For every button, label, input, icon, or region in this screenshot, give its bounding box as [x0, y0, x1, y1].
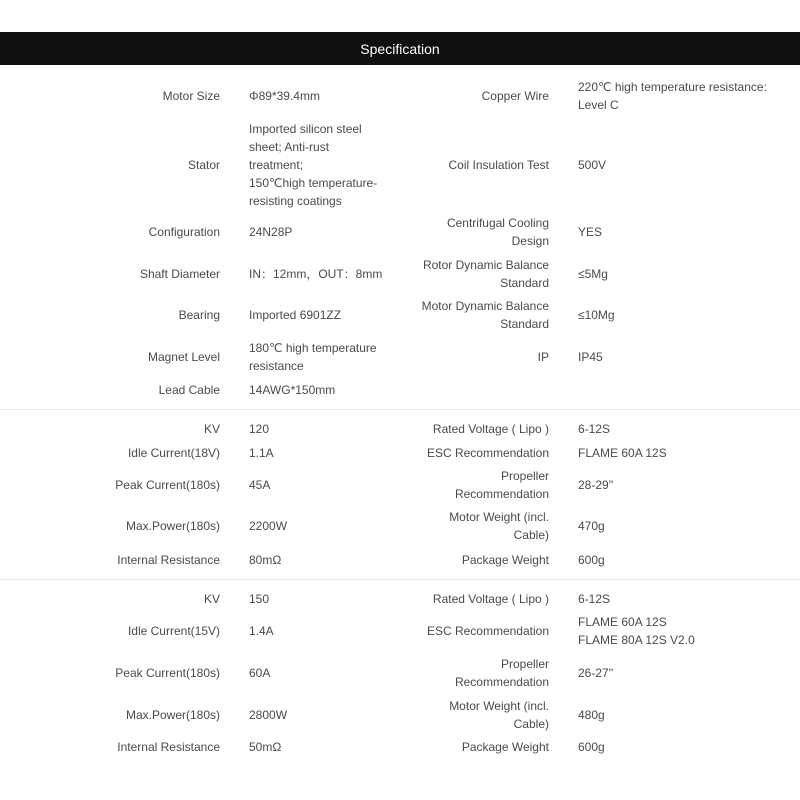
spec-row	[0, 119, 800, 210]
spec-row	[0, 78, 800, 114]
spec-row	[0, 214, 800, 250]
spec-label: Package Weight	[461, 553, 549, 567]
spec-value: 480g	[578, 708, 605, 722]
spec-value: 45A	[249, 478, 271, 492]
spec-value: 26-27''	[578, 666, 614, 680]
spec-row	[0, 737, 800, 757]
spec-label: Rated Voltage ( Lipo )	[432, 422, 549, 436]
spec-value: 470g	[578, 519, 605, 533]
spec-value: 6-12S	[578, 422, 611, 436]
section-divider	[0, 409, 800, 410]
spec-row	[0, 550, 800, 570]
spec-row	[0, 339, 800, 375]
spec-label: Max.Power(180s)	[125, 519, 220, 533]
spec-label: ESC Recommendation	[426, 446, 549, 460]
spec-value	[578, 380, 788, 400]
spec-label: Internal Resistance	[117, 740, 220, 754]
spec-label: Motor Dynamic Balance Standard	[421, 299, 549, 331]
page-title-bar	[0, 32, 800, 65]
spec-value: 600g	[578, 740, 605, 754]
spec-row	[0, 380, 800, 400]
spec-label: Coil Insulation Test	[448, 157, 549, 172]
spec-label: Idle Current(18V)	[127, 446, 220, 460]
spec-value: 50mΩ	[249, 740, 282, 754]
section-divider	[0, 579, 800, 580]
spec-label: Rated Voltage ( Lipo )	[432, 592, 549, 606]
spec-row	[0, 697, 800, 733]
spec-value: YES	[578, 225, 603, 239]
spec-label: Motor Weight (incl. Cable)	[449, 699, 549, 731]
spec-value: 120	[249, 422, 270, 436]
spec-value: 24N28P	[249, 225, 293, 239]
spec-row	[0, 613, 800, 649]
spec-value: 150	[249, 592, 270, 606]
spec-value: ≤10Mg	[578, 308, 615, 322]
spec-label: Shaft Diameter	[139, 267, 220, 281]
spec-row	[0, 256, 800, 292]
spec-label: Internal Resistance	[117, 553, 220, 567]
spec-row	[0, 419, 800, 439]
spec-value: Imported 6901ZZ	[249, 308, 342, 322]
spec-row	[0, 655, 800, 691]
spec-value: 14AWG*150mm	[249, 383, 336, 397]
spec-value: IN：12mm，OUT：8mm	[249, 267, 383, 281]
spec-label: KV	[203, 592, 220, 606]
spec-label: Configuration	[148, 225, 220, 239]
spec-label: Peak Current(180s)	[115, 478, 220, 492]
spec-value: FLAME 60A 12S FLAME 80A 12S V2.0	[578, 615, 695, 647]
spec-value: Imported silicon steel sheet; Anti-rust treatment; 150℃high temperature- resisting coatings	[249, 121, 378, 208]
spec-value: 60A	[249, 666, 271, 680]
spec-label: ESC Recommendation	[426, 624, 549, 638]
spec-value: Φ89*39.4mm	[249, 89, 320, 103]
spec-row	[0, 508, 800, 544]
spec-value: IP45	[578, 350, 603, 364]
spec-label: Magnet Level	[147, 350, 220, 364]
spec-value: 1.1A	[249, 446, 274, 460]
spec-value: 2800W	[249, 708, 288, 722]
spec-label	[400, 380, 549, 400]
spec-value: 220℃ high temperature resistance: Level C	[578, 80, 767, 112]
spec-row	[0, 589, 800, 609]
spec-label: Centrifugal Cooling Design	[446, 216, 549, 248]
spec-value: 80mΩ	[249, 553, 282, 567]
spec-label: Max.Power(180s)	[125, 708, 220, 722]
spec-value: 1.4A	[249, 624, 274, 638]
spec-label: Lead Cable	[158, 383, 220, 397]
spec-label: Peak Current(180s)	[115, 666, 220, 680]
spec-label: Idle Current(15V)	[127, 624, 220, 638]
spec-label: Package Weight	[461, 740, 549, 754]
spec-value: ≤5Mg	[578, 267, 608, 281]
spec-row	[0, 467, 800, 503]
spec-label: Propeller Recommendation	[454, 657, 549, 689]
spec-row	[0, 297, 800, 333]
spec-label: Copper Wire	[481, 89, 549, 103]
spec-label: Rotor Dynamic Balance Standard	[422, 258, 549, 290]
spec-value: FLAME 60A 12S	[578, 446, 667, 460]
spec-label: Stator	[187, 157, 220, 172]
spec-value: 2200W	[249, 519, 288, 533]
page-title: Specification	[360, 40, 440, 57]
spec-value: 180℃ high temperature resistance	[249, 341, 377, 373]
spec-label: IP	[537, 350, 549, 364]
spec-value: 28-29''	[578, 478, 614, 492]
spec-label: Bearing	[178, 308, 220, 322]
spec-row	[0, 443, 800, 463]
spec-label: Motor Weight (incl. Cable)	[449, 510, 549, 542]
spec-value: 500V	[578, 157, 607, 172]
spec-label: Propeller Recommendation	[454, 469, 549, 501]
spec-label: Motor Size	[162, 89, 220, 103]
spec-label: KV	[203, 422, 220, 436]
spec-value: 6-12S	[578, 592, 611, 606]
spec-value: 600g	[578, 553, 605, 567]
